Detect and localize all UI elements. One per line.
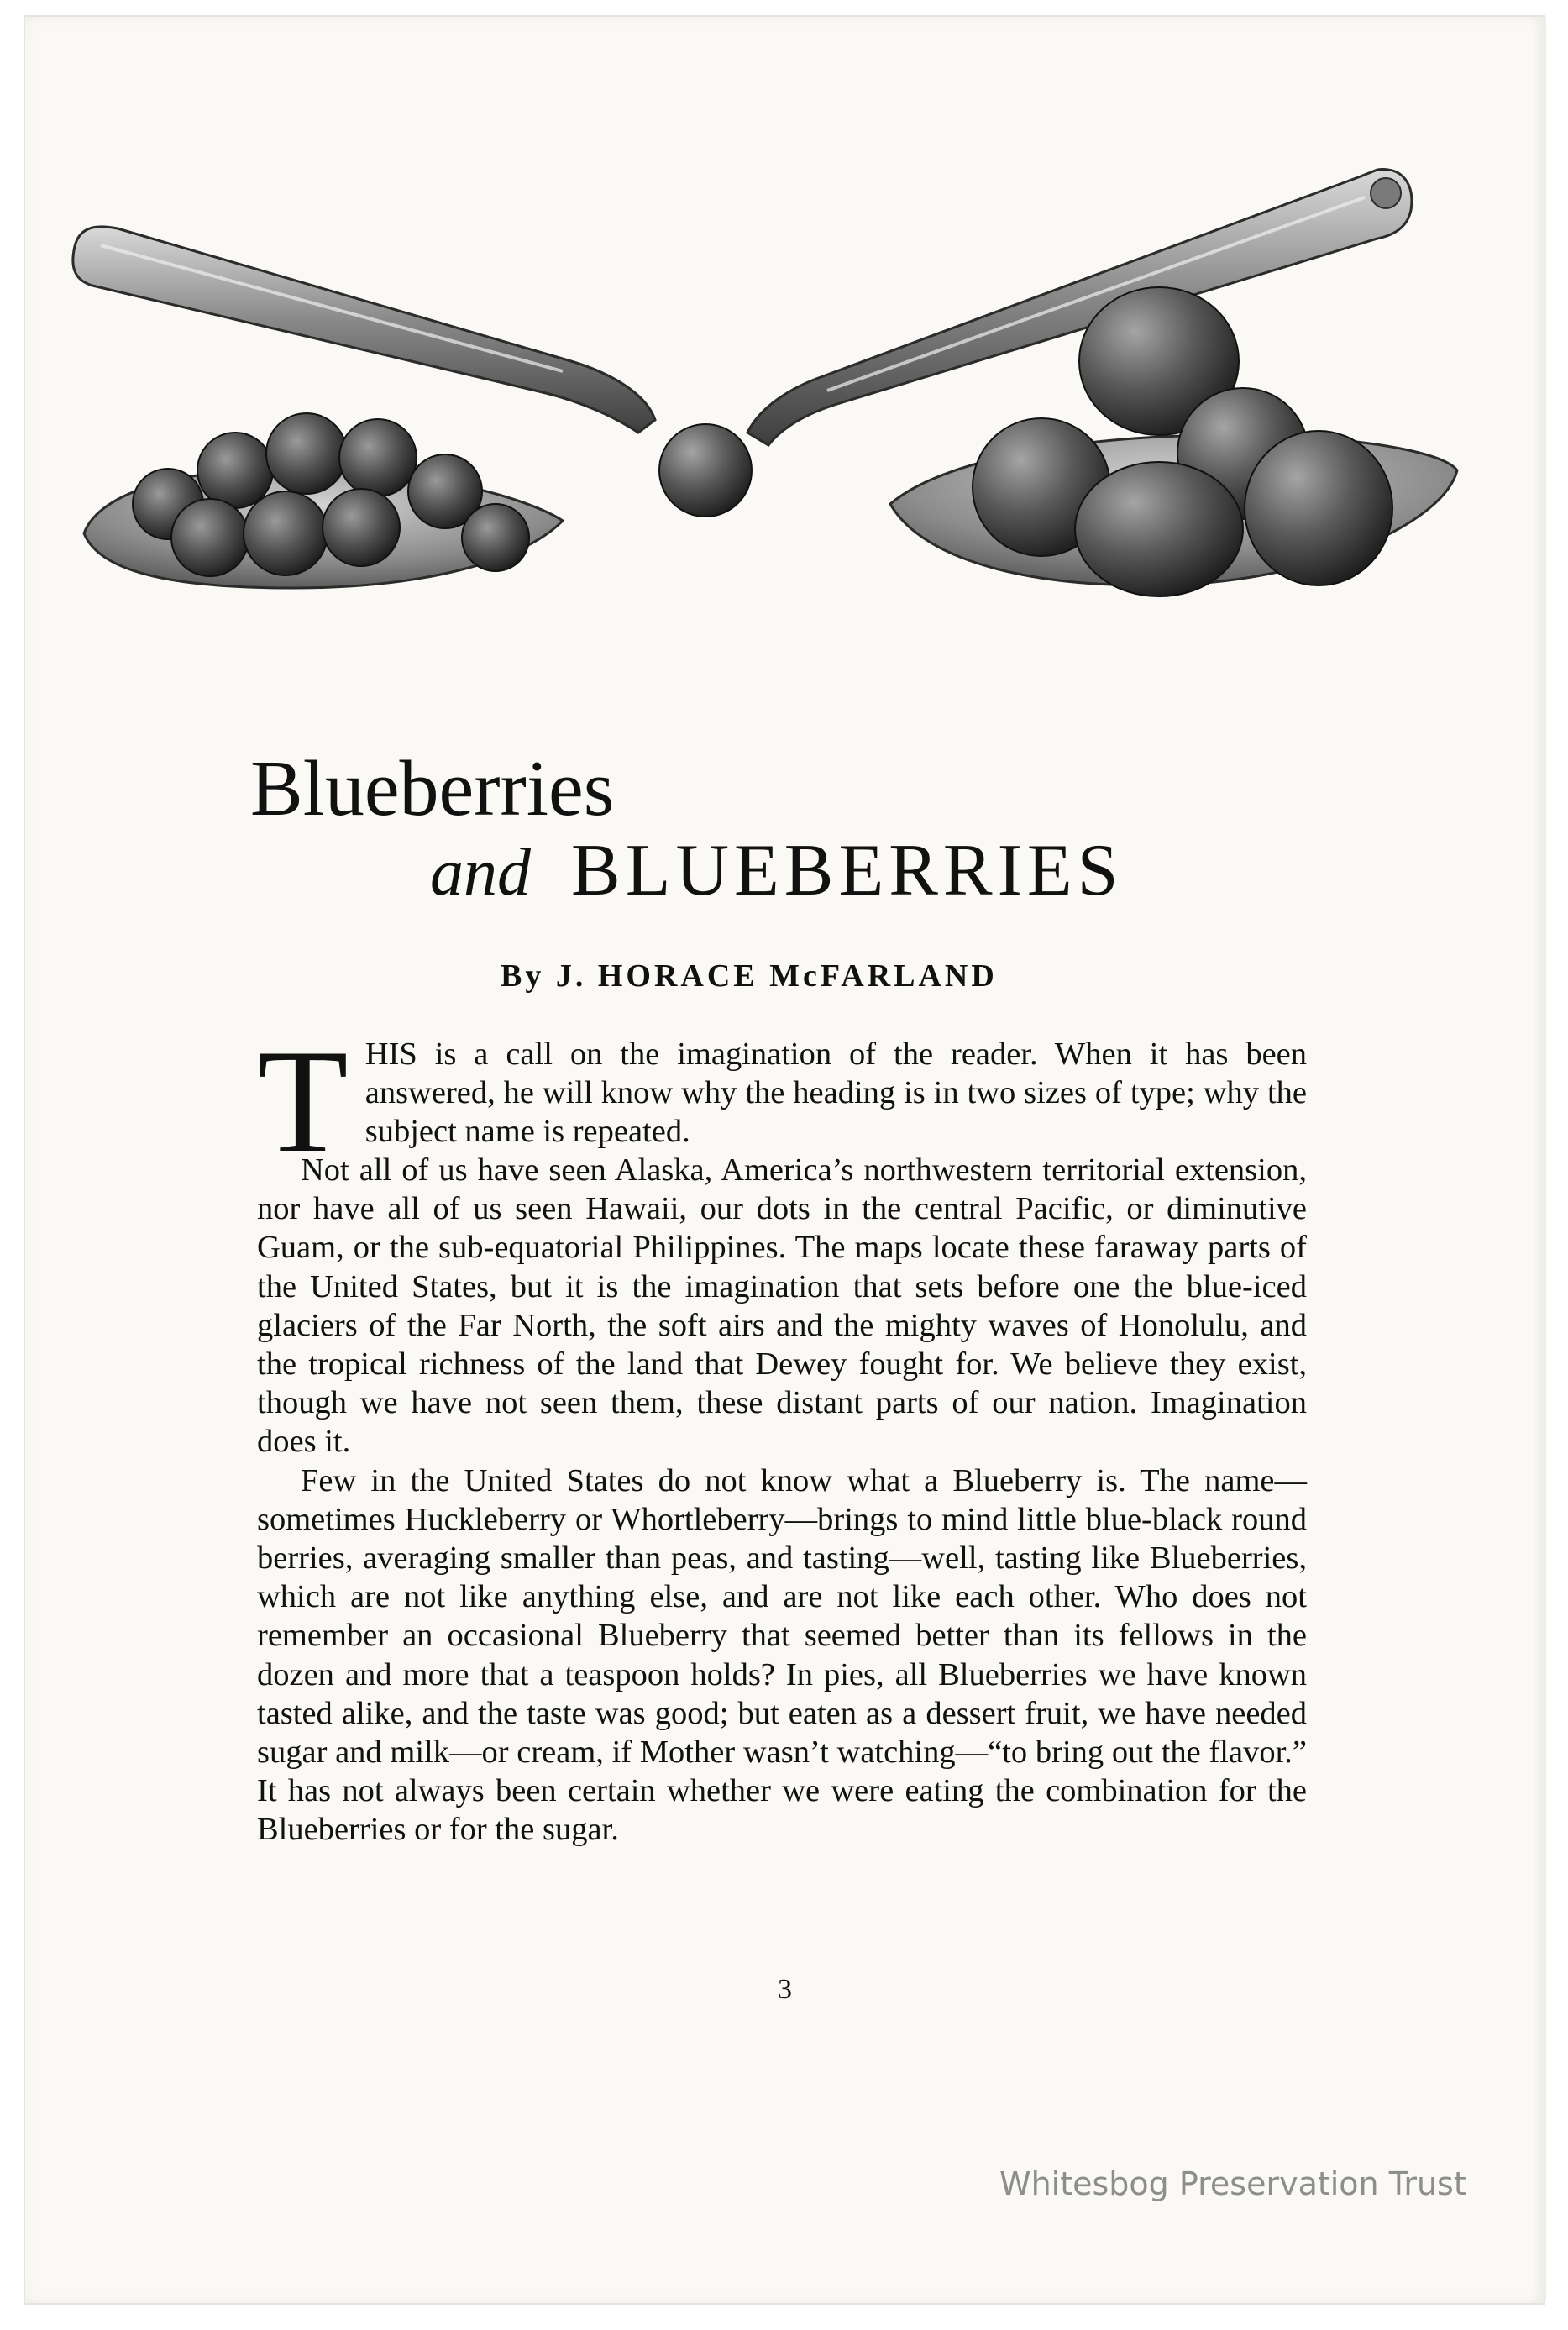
drop-cap: T [257, 1035, 349, 1151]
page-number: 3 [778, 1974, 792, 2005]
center-blueberry [659, 424, 752, 517]
paragraph-1 [257, 1035, 1307, 1151]
paragraph-1-text: HIS is a call on the imagination of the reader. When it has been answered, he will know why the heading is in two sizes of type; why the subject name is repeated. [364, 1036, 1307, 1150]
paragraph-2: Not all of us have seen Alaska, America’s northwestern territorial extension, nor have all of us seen Hawaii, our dots in the central Pacific, or diminutive Guam, or the sub-equatorial Philippines. The maps locate these faraway parts of the United States, but it is the imagination that sets before one the blue-iced glaciers of the Far North, the soft airs and the mighty waves of Honolulu, and the tropical richness of the land that Dewey fought for. We believe they exist, though we have not seen them, these distant parts of our nation. Imagination does it. [257, 1152, 1307, 1460]
watermark: Whitesbog Preservation Trust [999, 2165, 1466, 2202]
article-body [257, 1035, 1307, 1850]
title-caps: BLUEBERRIES [571, 830, 1124, 911]
page-edge [1544, 18, 1546, 2299]
title-and: and [430, 836, 531, 910]
byline: By J. HORACE McFARLAND [501, 958, 998, 994]
paragraph-3: Few in the United States do not know what a Blueberry is. The name—sometimes Huckleberry or Whortleberry—brings to mind little blue-black round berries, averaging smaller than peas, and tasting—well, tasting like Blueberries, which are not like anything else, and are not like each other. Who does not remember an occasional Blueberry that seemed better than its fellows in the dozen and more that a teaspoon holds? In pies, all Blueberries we have known tasted alike, and the taste was good; but eaten as a dessert fruit, we have needed sugar and milk—or cream, if Mother wasn’t watching—“to bring out the flavor.” It has not always been certain whether we were eating the combination for the Blueberries or for the sugar. [257, 1462, 1307, 1848]
title-line-2 [430, 830, 1312, 911]
title-line-1: Blueberries [250, 745, 615, 832]
crossed-spoons-illustration [67, 151, 1470, 680]
